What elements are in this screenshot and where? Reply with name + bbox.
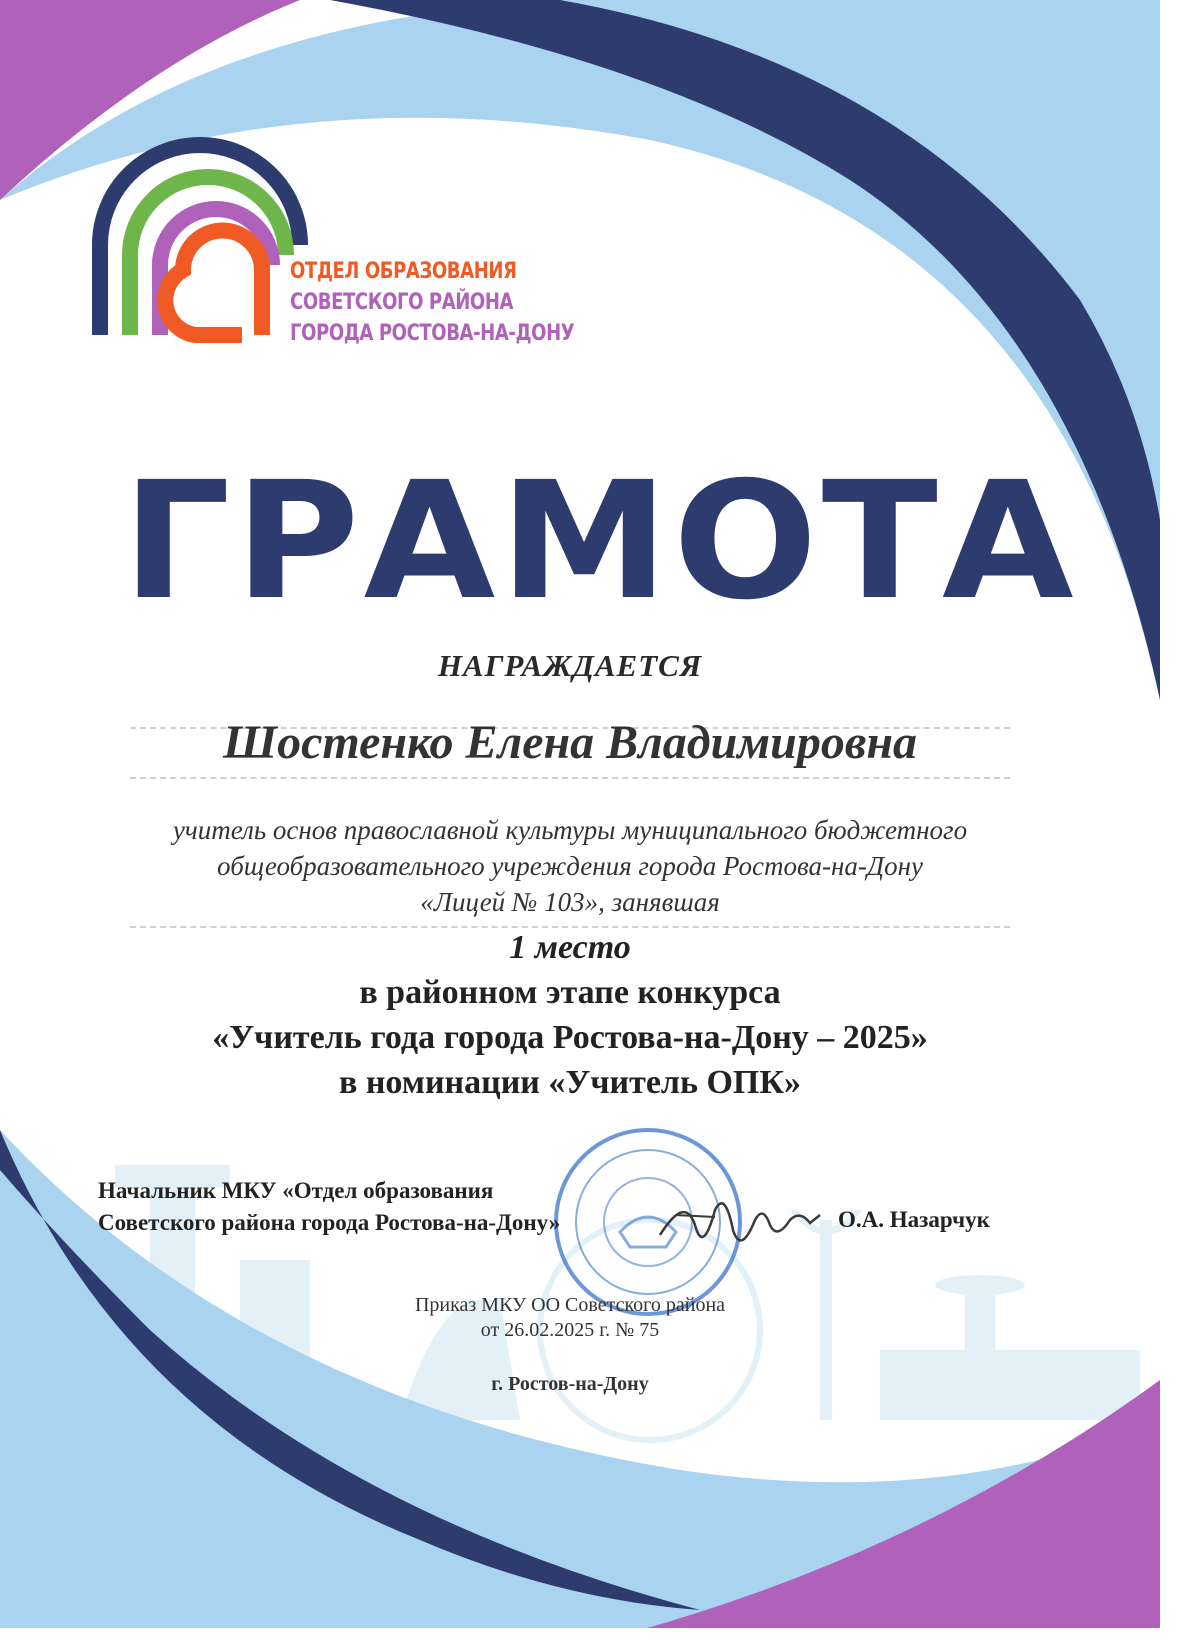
order-info bbox=[0, 1293, 1140, 1343]
logo-line-1: ОТДЕЛ ОБРАЗОВАНИЯ bbox=[290, 259, 517, 284]
description-line-1: учитель основ православной культуры муниципального бюджетного bbox=[172, 815, 968, 845]
order-line-2: от 26.02.2025 г. № 75 bbox=[480, 1319, 660, 1341]
description-line-3: «Лицей № 103», занявшая bbox=[420, 887, 720, 917]
signer-name: О.А. Назарчук bbox=[838, 1207, 990, 1232]
award-line-4: в номинации «Учитель ОПК» bbox=[338, 1064, 802, 1101]
logo-line-2: СОВЕТСКОГО РАЙОНА bbox=[290, 290, 514, 315]
logo-rings-icon bbox=[100, 145, 300, 335]
award-text bbox=[0, 925, 1140, 1105]
logo-line-3: ГОРОДА РОСТОВА-НА-ДОНУ bbox=[290, 321, 575, 346]
signature-icon bbox=[655, 1185, 825, 1265]
award-place: 1 место bbox=[509, 929, 631, 966]
logo-text bbox=[290, 256, 574, 349]
signature-line-1: Начальник МКУ «Отдел образования bbox=[98, 1178, 494, 1203]
certificate-title: ГРАМОТА bbox=[122, 448, 1078, 636]
description-line-2: общеобразовательного учреждения города Ростова-на-Дону bbox=[217, 851, 923, 881]
award-line-3: «Учитель года города Ростова-на-Дону – 2025» bbox=[212, 1019, 928, 1056]
signature-line-2: Советского района города Ростова-на-Дону» bbox=[98, 1210, 561, 1235]
order-line-1: Приказ МКУ ОО Советского района bbox=[414, 1294, 726, 1316]
recipient-name: Шостенко Елена Владимировна bbox=[223, 716, 917, 769]
city-name: г. Ростов-на-Дону bbox=[491, 1373, 649, 1395]
signature-block bbox=[98, 1175, 560, 1239]
recipient-description bbox=[0, 812, 1140, 920]
awarded-label: НАГРАЖДАЕТСЯ bbox=[437, 648, 703, 683]
name-bottom-rule bbox=[130, 777, 1010, 779]
award-line-2: в районном этапе конкурса bbox=[359, 974, 781, 1011]
